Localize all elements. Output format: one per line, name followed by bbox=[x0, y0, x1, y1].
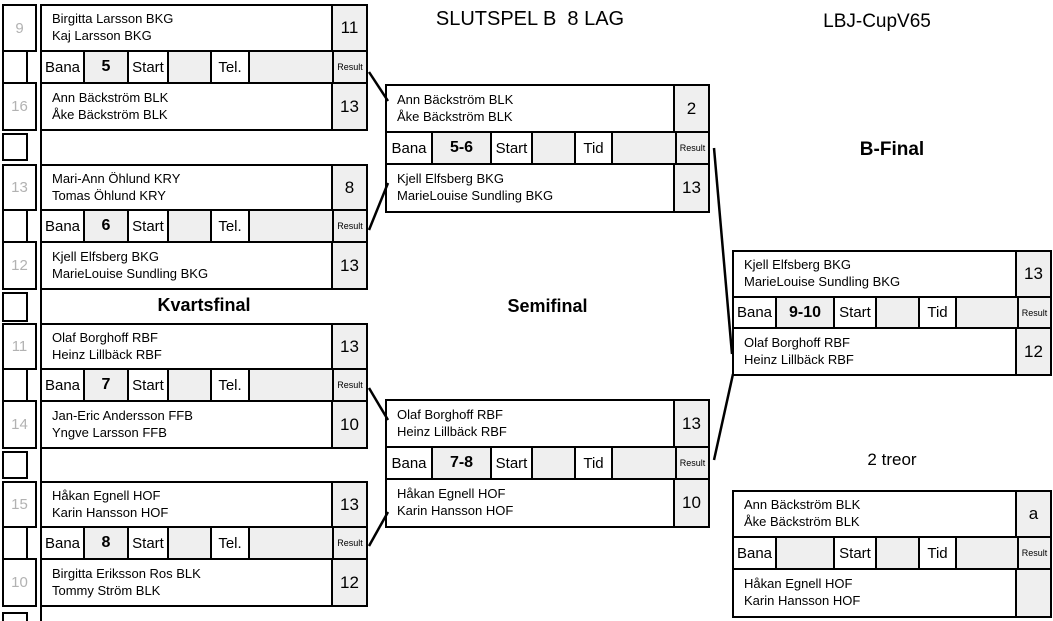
qf4-team1-row bbox=[40, 481, 368, 528]
start-value-cell bbox=[167, 528, 210, 558]
team-names: Jan-Eric Andersson FFB Yngve Larsson FFB bbox=[52, 407, 193, 440]
cup-name: LBJ-CupV65 bbox=[823, 11, 931, 32]
bfinal-team2-row bbox=[732, 327, 1052, 376]
start-label: Start bbox=[490, 448, 531, 478]
column-divider bbox=[40, 447, 42, 484]
spacer-cell bbox=[2, 612, 28, 621]
column-divider bbox=[40, 288, 42, 325]
seed-number: 11 bbox=[2, 323, 37, 370]
qf1-bana-row bbox=[40, 50, 368, 84]
qf2-bana-row bbox=[40, 209, 368, 243]
result-value: 10 bbox=[331, 402, 366, 447]
bana-number: 5 bbox=[83, 52, 127, 82]
consolation-team2-row bbox=[732, 568, 1052, 618]
start-label: Start bbox=[127, 52, 167, 82]
bana-label: Bana bbox=[42, 370, 83, 400]
result-value: 13 bbox=[331, 325, 366, 368]
team-names: Ann Bäckström BLK Åke Bäckström BLK bbox=[744, 497, 861, 529]
bana-label: Bana bbox=[42, 211, 83, 241]
result-value: a bbox=[1015, 492, 1050, 536]
team-names: Håkan Egnell HOF Karin Hansson HOF bbox=[397, 486, 514, 518]
result-value: 12 bbox=[1015, 329, 1050, 374]
result-label: Result bbox=[1017, 298, 1050, 327]
bana-number bbox=[775, 538, 833, 568]
team-names: Olaf Borghoff RBF Heinz Lillbäck RBF bbox=[52, 329, 162, 362]
result-label: Result bbox=[332, 211, 366, 241]
start-value-cell bbox=[875, 298, 918, 327]
start-value-cell bbox=[167, 370, 210, 400]
bfinal-bana-row bbox=[732, 296, 1052, 329]
result-label: Result bbox=[332, 52, 366, 82]
start-value-cell bbox=[531, 133, 574, 163]
page-title: SLUTSPEL B 8 LAG bbox=[435, 8, 625, 30]
bana-number: 8 bbox=[83, 528, 127, 558]
spacer-cell bbox=[2, 133, 28, 161]
bana-number: 7-8 bbox=[431, 448, 490, 478]
qf3-team1-row bbox=[40, 323, 368, 370]
qf4-bana-row bbox=[40, 526, 368, 560]
start-value-cell bbox=[167, 211, 210, 241]
start-label: Start bbox=[833, 298, 875, 327]
start-label: Start bbox=[833, 538, 875, 568]
qf1-team2-row bbox=[40, 82, 368, 131]
bfinal-team1-row bbox=[732, 250, 1052, 298]
tel-label: Tel. bbox=[210, 528, 248, 558]
seed-number: 15 bbox=[2, 481, 37, 528]
bana-label: Bana bbox=[734, 538, 775, 568]
consolation-team1-row bbox=[732, 490, 1052, 538]
bana-label: Bana bbox=[734, 298, 775, 327]
qf3-bana-row bbox=[40, 368, 368, 402]
heading-quarterfinal: Kvartsfinal bbox=[157, 295, 251, 315]
spacer-cell bbox=[2, 451, 28, 479]
start-label: Start bbox=[490, 133, 531, 163]
qf4-team2-row bbox=[40, 558, 368, 607]
team-names: Kjell Elfsberg BKG MarieLouise Sundling BKG bbox=[52, 248, 209, 281]
team-names: Birgitta Larsson BKG Kaj Larsson BKG bbox=[52, 11, 174, 43]
sf1-team2-row bbox=[385, 163, 710, 213]
result-value bbox=[1015, 570, 1050, 616]
column-divider bbox=[40, 129, 42, 166]
team-names: Kjell Elfsberg BKG MarieLouise Sundling BKG bbox=[744, 257, 901, 289]
result-value: 13 bbox=[673, 401, 708, 446]
tid-label: Tid bbox=[918, 538, 955, 568]
team-names: Olaf Borghoff RBF Heinz Lillbäck RBF bbox=[744, 334, 854, 367]
bana-number: 9-10 bbox=[775, 298, 833, 327]
result-label: Result bbox=[1017, 538, 1050, 568]
tel-value-cell bbox=[248, 370, 332, 400]
team-names: Mari-Ann Öhlund KRY Tomas Öhlund KRY bbox=[52, 170, 181, 203]
bana-label: Bana bbox=[42, 528, 83, 558]
result-value: 10 bbox=[673, 480, 708, 526]
team-names: Olaf Borghoff RBF Heinz Lillbäck RBF bbox=[397, 406, 507, 439]
result-value: 13 bbox=[673, 165, 708, 211]
result-value: 13 bbox=[1015, 252, 1050, 296]
tel-label: Tel. bbox=[210, 370, 248, 400]
start-value-cell bbox=[531, 448, 574, 478]
seed-number: 10 bbox=[2, 558, 37, 607]
spacer-cell bbox=[2, 209, 28, 243]
team-names: Ann Bäckström BLK Åke Bäckström BLK bbox=[52, 89, 169, 122]
result-value: 2 bbox=[673, 86, 708, 131]
result-value: 13 bbox=[331, 243, 366, 288]
qf2-team2-row bbox=[40, 241, 368, 290]
consolation-bana-row bbox=[732, 536, 1052, 570]
heading-b-final: B-Final bbox=[859, 139, 925, 160]
result-label: Result bbox=[675, 448, 708, 478]
tid-label: Tid bbox=[574, 133, 611, 163]
start-label: Start bbox=[127, 211, 167, 241]
team-names: Birgitta Eriksson Ros BLK Tommy Ström BLK bbox=[52, 565, 201, 598]
result-value: 8 bbox=[331, 166, 366, 209]
tid-value-cell bbox=[611, 133, 675, 163]
spacer-cell bbox=[2, 368, 28, 402]
spacer-cell bbox=[2, 292, 28, 322]
start-value-cell bbox=[875, 538, 918, 568]
bana-label: Bana bbox=[42, 52, 83, 82]
bana-number: 6 bbox=[83, 211, 127, 241]
seed-number: 12 bbox=[2, 241, 37, 290]
start-value-cell bbox=[167, 52, 210, 82]
bana-number: 7 bbox=[83, 370, 127, 400]
column-divider bbox=[40, 605, 42, 621]
bana-number: 5-6 bbox=[431, 133, 490, 163]
tel-label: Tel. bbox=[210, 52, 248, 82]
spacer-cell bbox=[2, 50, 28, 84]
qf2-team1-row bbox=[40, 164, 368, 211]
result-value: 12 bbox=[331, 560, 366, 605]
seed-number: 9 bbox=[2, 4, 37, 52]
result-label: Result bbox=[332, 370, 366, 400]
result-value: 13 bbox=[331, 84, 366, 129]
tid-value-cell bbox=[611, 448, 675, 478]
team-names: Håkan Egnell HOF Karin Hansson HOF bbox=[744, 576, 861, 608]
tel-value-cell bbox=[248, 211, 332, 241]
result-label: Result bbox=[675, 133, 708, 163]
tid-value-cell bbox=[955, 298, 1017, 327]
heading-consolation: 2 treor bbox=[867, 450, 917, 469]
spacer-cell bbox=[2, 526, 28, 560]
result-value: 11 bbox=[331, 6, 366, 50]
sf2-bana-row bbox=[385, 446, 710, 480]
team-names: Håkan Egnell HOF Karin Hansson HOF bbox=[52, 487, 169, 520]
seed-number: 13 bbox=[2, 164, 37, 211]
start-label: Start bbox=[127, 370, 167, 400]
bana-label: Bana bbox=[387, 133, 431, 163]
tel-value-cell bbox=[248, 52, 332, 82]
sf2-team1-row bbox=[385, 399, 710, 448]
bana-label: Bana bbox=[387, 448, 431, 478]
seed-number: 16 bbox=[2, 82, 37, 131]
seed-number: 14 bbox=[2, 400, 37, 449]
sf1-team1-row bbox=[385, 84, 710, 133]
result-label: Result bbox=[332, 528, 366, 558]
tel-value-cell bbox=[248, 528, 332, 558]
tid-value-cell bbox=[955, 538, 1017, 568]
sf1-bana-row bbox=[385, 131, 710, 165]
team-names: Ann Bäckström BLK Åke Bäckström BLK bbox=[397, 91, 514, 124]
start-label: Start bbox=[127, 528, 167, 558]
qf1-team1-row bbox=[40, 4, 368, 52]
tel-label: Tel. bbox=[210, 211, 248, 241]
sf2-team2-row bbox=[385, 478, 710, 528]
heading-semifinal: Semifinal bbox=[507, 296, 588, 316]
tid-label: Tid bbox=[918, 298, 955, 327]
tid-label: Tid bbox=[574, 448, 611, 478]
result-value: 13 bbox=[331, 483, 366, 526]
qf3-team2-row bbox=[40, 400, 368, 449]
team-names: Kjell Elfsberg BKG MarieLouise Sundling BKG bbox=[397, 171, 554, 203]
